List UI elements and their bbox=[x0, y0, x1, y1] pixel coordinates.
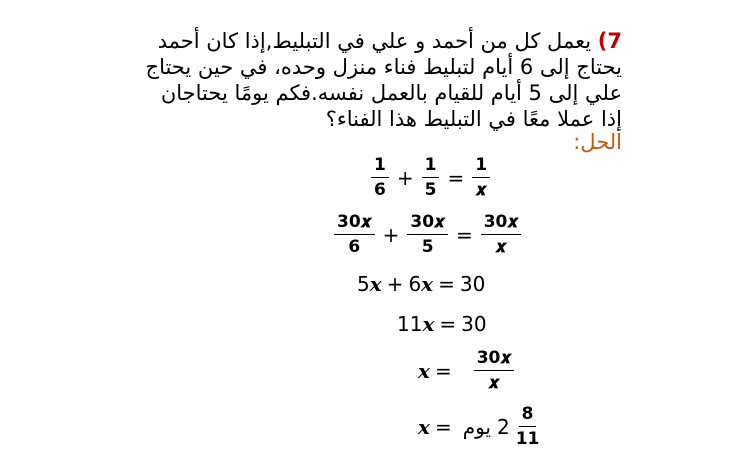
fraction: $\frac{\text{30𝒙}}{\text{𝒙}}$ bbox=[474, 348, 515, 393]
equation-4: 11 𝒙 = 30 bbox=[397, 312, 487, 336]
solution-label: الحل: bbox=[573, 130, 622, 154]
equation-2 bbox=[331, 212, 524, 257]
equation-1 bbox=[368, 155, 493, 200]
problem-statement bbox=[140, 28, 622, 132]
plus-sign: + bbox=[396, 165, 414, 190]
fraction: $\frac{1}{\text{𝒙}}$ bbox=[472, 155, 490, 200]
equation-3: 5 𝒙 + 6 𝒙 = 30 bbox=[357, 272, 486, 296]
problem-text: يعمل كل من أحمد و علي في التبليط,إذا كان أحمد يحتاج إلى 6 أيام لتبليط فناء منزل وحده، في حين يحتاج علي إلى 5 أيام للقيام بالعمل نفسه.فكم يومًا يحتاجان إذا عملا معًا في التبليط هذا الفناء؟ bbox=[145, 29, 622, 131]
equals-sign: = bbox=[447, 165, 465, 190]
problem-number: 7) bbox=[597, 29, 622, 53]
fraction: $\frac{1}{6}$ bbox=[371, 155, 389, 200]
equation-6: 𝒙 = يوم 2 $\frac{8}{11}$ bbox=[418, 404, 545, 449]
fraction: $\frac{8}{11}$ bbox=[515, 404, 540, 449]
equals-sign: = bbox=[455, 222, 473, 247]
fraction: $\frac{\text{30𝒙}}{5}$ bbox=[407, 212, 448, 257]
plus-sign: + bbox=[382, 222, 400, 247]
fraction: $\frac{\text{30𝒙}}{\text{𝒙}}$ bbox=[481, 212, 522, 257]
fraction: $\frac{1}{5}$ bbox=[422, 155, 440, 200]
unit-label: يوم bbox=[462, 414, 491, 439]
fraction: $\frac{\text{30𝒙}}{6}$ bbox=[334, 212, 375, 257]
equation-5: 𝒙 = $\frac{\text{30𝒙}}{\text{𝒙}}$ bbox=[418, 348, 517, 393]
